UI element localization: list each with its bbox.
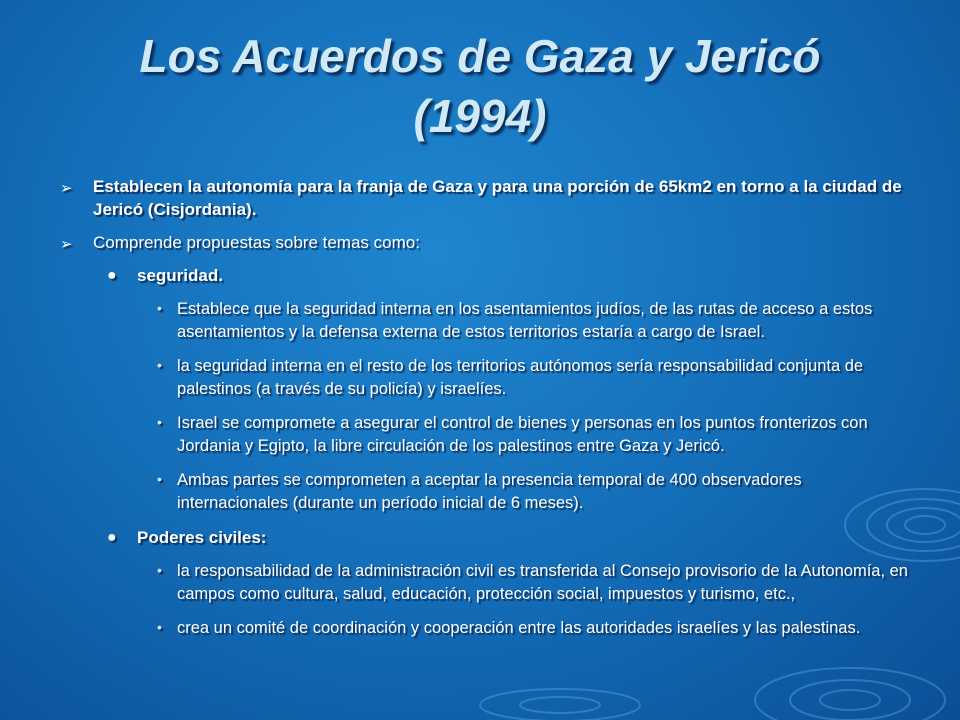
small-dot-bullet-icon: •: [157, 414, 162, 430]
list-item-text: la seguridad interna en el resto de los territorios autónomos sería responsabilidad conjunta de palestinos (a través de su policía) y israelíes.: [177, 357, 864, 398]
slide-title: [40, 26, 920, 146]
bullet-text: Establecen la autonomía para la franja de Gaza y para una porción de 65km2 en torno a la ciudad de Jericó (Cisjordania).: [93, 177, 902, 219]
round-bullet-icon: ●: [107, 529, 117, 546]
title-line-2: (1994): [413, 90, 547, 142]
list-item-text: Establece que la seguridad interna en los asentamientos judíos, de las rutas de acceso a estos asentamientos y la defensa externa de estos territorios estaría a cargo de Israel.: [177, 300, 873, 341]
title-line-1: Los Acuerdos de Gaza y Jericó: [139, 30, 821, 82]
small-dot-bullet-icon: •: [157, 471, 162, 487]
list-item: [60, 469, 910, 515]
list-item: [60, 298, 910, 344]
arrowhead-bullet-icon: ➢: [60, 236, 73, 253]
small-dot-bullet-icon: •: [157, 619, 162, 635]
subtopic-label: seguridad.: [137, 266, 223, 285]
list-item-text: la responsabilidad de la administración civil es transferida al Consejo provisorio de la Autonomía, en campos como cultura, salud, educación, protección social, impuestos y turismo, etc.,: [177, 562, 908, 603]
bullet-autonomy: [60, 175, 910, 221]
small-dot-bullet-icon: •: [157, 300, 162, 316]
bullet-proposals: [60, 231, 910, 254]
list-item: [60, 412, 910, 458]
bullet-text: Comprende propuestas sobre temas como:: [93, 233, 420, 252]
list-item: [60, 560, 910, 606]
subtopic-security: [60, 264, 910, 287]
small-dot-bullet-icon: •: [157, 562, 162, 578]
list-item-text: Israel se compromete a asegurar el control de bienes y personas en los puntos fronterizos con Jordania y Egipto, la libre circulación de los palestinos entre Gaza y Jericó.: [177, 414, 868, 455]
list-item-text: Ambas partes se comprometen a aceptar la presencia temporal de 400 observadores internacionales (durante un período inicial de 6 meses).: [177, 471, 802, 512]
list-item: [60, 355, 910, 401]
list-item-text: crea un comité de coordinación y cooperación entre las autoridades israelíes y las palestinas.: [177, 619, 861, 637]
small-dot-bullet-icon: •: [157, 357, 162, 373]
subtopic-label: Poderes civiles:: [137, 528, 267, 547]
list-item: [60, 617, 910, 640]
round-bullet-icon: ●: [107, 267, 117, 284]
arrowhead-bullet-icon: ➢: [60, 180, 73, 197]
subtopic-civil-powers: [60, 526, 910, 549]
slide-body: [60, 175, 910, 651]
